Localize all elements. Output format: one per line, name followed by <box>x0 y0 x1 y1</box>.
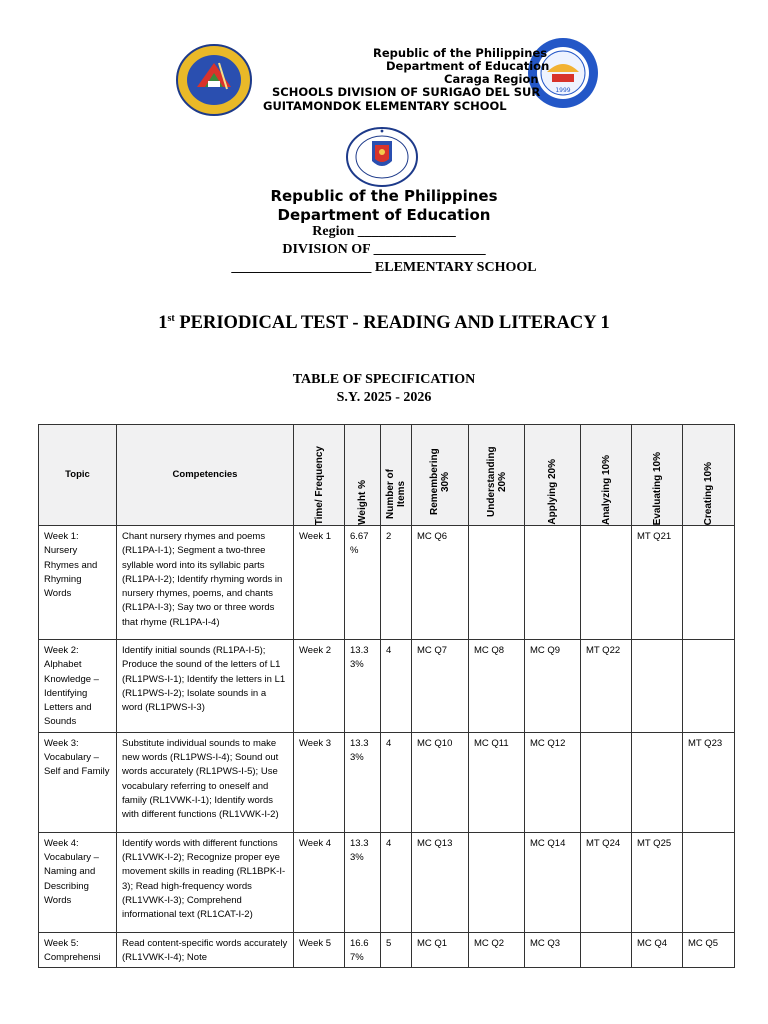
table-row <box>39 640 735 733</box>
header-weight-label: Weight % <box>357 480 368 525</box>
cell-time: Week 5 <box>294 932 345 968</box>
specification-table <box>38 424 735 968</box>
cell-applying: MC Q14 <box>525 832 581 932</box>
cell-creating: MT Q23 <box>683 732 735 832</box>
table-row <box>39 932 735 968</box>
cell-topic: Week 4: Vocabulary – Naming and Describing Words <box>39 832 117 932</box>
cell-understanding <box>469 526 525 640</box>
cell-understanding: MC Q11 <box>469 732 525 832</box>
header-understanding <box>469 425 525 526</box>
cell-creating <box>683 832 735 932</box>
letterhead-republic: Republic of the Philippines <box>373 46 548 60</box>
deped-central-seal <box>346 127 418 187</box>
cell-weight: 13.3 3% <box>345 732 381 832</box>
cell-evaluating <box>632 640 683 733</box>
cell-competencies: Chant nursery rhymes and poems (RL1PA-I-1); Segment a two-three syllable word into its syllabic parts (RL1PA-I-2); Identify rhyming words in nursery rhymes, poems, and chants (RL1PA-I-3); Say two or three words that rhyme (RL1PA-I-4) <box>117 526 294 640</box>
test-title-ordinal: 1 <box>158 313 168 334</box>
header-evaluating-label: Evaluating 10% <box>651 451 663 525</box>
heading-school: ____________________ ELEMENTARY SCHOOL <box>231 260 537 275</box>
cell-topic: Week 5: Comprehensi <box>39 932 117 968</box>
cell-analyzing <box>581 732 632 832</box>
header-applying-label: Applying 20% <box>547 459 558 525</box>
header-analyzing <box>581 425 632 526</box>
header-remembering <box>412 425 469 526</box>
letterhead-department: Department of Education <box>386 59 550 73</box>
cell-understanding: MC Q8 <box>469 640 525 733</box>
cell-items: 2 <box>381 526 412 640</box>
header-items-label: Number of Items <box>385 469 407 519</box>
cell-competencies: Substitute individual sounds to make new words (RL1PWS-I-4); Sound out words accurately (RL1PWS-I-5); Use vocabulary referring to oneself and family (RL1VWK-I-1); Identify words with different functions (RL1VWK-I-2) <box>117 732 294 832</box>
cell-remembering: MC Q6 <box>412 526 469 640</box>
header-analyzing-label: Analyzing 10% <box>600 454 612 525</box>
tos-title: TABLE OF SPECIFICATION <box>292 372 476 387</box>
cell-remembering: MC Q13 <box>412 832 469 932</box>
cell-creating: MC Q5 <box>683 932 735 968</box>
header-weight <box>345 425 381 526</box>
cell-remembering: MC Q7 <box>412 640 469 733</box>
cell-weight: 13.3 3% <box>345 832 381 932</box>
header-creating <box>683 425 735 526</box>
cell-applying: MC Q12 <box>525 732 581 832</box>
cell-topic: Week 2: Alphabet Knowledge – Identifying Letters and Sounds <box>39 640 117 733</box>
heading-department: Department of Education <box>277 206 491 224</box>
cell-time: Week 3 <box>294 732 345 832</box>
test-title-text: PERIODICAL TEST - READING AND LITERACY 1 <box>174 313 610 334</box>
table-header-row <box>39 425 735 526</box>
cell-weight: 13.3 3% <box>345 640 381 733</box>
cell-competencies: Identify initial sounds (RL1PA-I-5); Produce the sound of the letters of L1 (RL1PWS-I-1); Identify the letters in L1 (RL1PWS-I-2); Isolate sounds in a word (RL1PWS-I-3) <box>117 640 294 733</box>
cell-remembering: MC Q10 <box>412 732 469 832</box>
heading-region: Region ______________ <box>312 224 456 239</box>
cell-evaluating: MT Q21 <box>632 526 683 640</box>
cell-analyzing <box>581 932 632 968</box>
letterhead-school-name: GUITAMONDOK ELEMENTARY SCHOOL <box>263 99 507 113</box>
letterhead-schools-division: SCHOOLS DIVISION OF SURIGAO DEL SUR <box>272 85 541 99</box>
table-row <box>39 732 735 832</box>
cell-topic: Week 1: Nursery Rhymes and Rhyming Words <box>39 526 117 640</box>
header-topic: Topic <box>39 425 117 526</box>
cell-understanding: MC Q2 <box>469 932 525 968</box>
cell-topic: Week 3: Vocabulary – Self and Family <box>39 732 117 832</box>
cell-time: Week 1 <box>294 526 345 640</box>
cell-applying: MC Q9 <box>525 640 581 733</box>
cell-items: 4 <box>381 640 412 733</box>
cell-analyzing <box>581 526 632 640</box>
header-competencies: Competencies <box>117 425 294 526</box>
cell-items: 5 <box>381 932 412 968</box>
cell-weight: 6.67 % <box>345 526 381 640</box>
cell-evaluating: MT Q25 <box>632 832 683 932</box>
letterhead-region: Caraga Region <box>444 72 539 86</box>
header-creating-label: Creating 10% <box>703 461 714 525</box>
cell-remembering: MC Q1 <box>412 932 469 968</box>
cell-analyzing: MT Q22 <box>581 640 632 733</box>
cell-applying <box>525 526 581 640</box>
header-items <box>381 425 412 526</box>
cell-analyzing: MT Q24 <box>581 832 632 932</box>
cell-time: Week 4 <box>294 832 345 932</box>
test-title <box>0 313 768 334</box>
cell-competencies: Identify words with different functions (RL1VWK-I-2); Recognize proper eye movement skills in reading (RL1BPK-I-3); Read high-frequency words (RL1VWK-I-3); Comprehend informational text (RL1CAT-I-2) <box>117 832 294 932</box>
cell-creating <box>683 526 735 640</box>
cell-evaluating: MC Q4 <box>632 932 683 968</box>
cell-competencies: Read content-specific words accurately (RL1VWK-I-4); Note <box>117 932 294 968</box>
cell-applying: MC Q3 <box>525 932 581 968</box>
cell-evaluating <box>632 732 683 832</box>
test-title-ordinal-suffix: st <box>167 313 175 324</box>
heading-republic: Republic of the Philippines <box>270 187 498 205</box>
header-evaluating <box>632 425 683 526</box>
heading-division: DIVISION OF ________________ <box>282 242 486 257</box>
cell-time: Week 2 <box>294 640 345 733</box>
header-time <box>294 425 345 526</box>
table-row <box>39 526 735 640</box>
header-remembering-label: Remembering 30% <box>429 448 451 516</box>
cell-items: 4 <box>381 832 412 932</box>
header-understanding-label: Understanding 20% <box>485 446 508 518</box>
deped-division-seal <box>175 43 253 117</box>
cell-creating <box>683 640 735 733</box>
table-row <box>39 832 735 932</box>
cell-items: 4 <box>381 732 412 832</box>
header-time-label: Time/ Frequency <box>313 445 325 525</box>
cell-understanding <box>469 832 525 932</box>
cell-weight: 16.6 7% <box>345 932 381 968</box>
header-applying <box>525 425 581 526</box>
tos-school-year: S.Y. 2025 - 2026 <box>336 390 432 405</box>
svg-text:1999: 1999 <box>555 87 571 94</box>
